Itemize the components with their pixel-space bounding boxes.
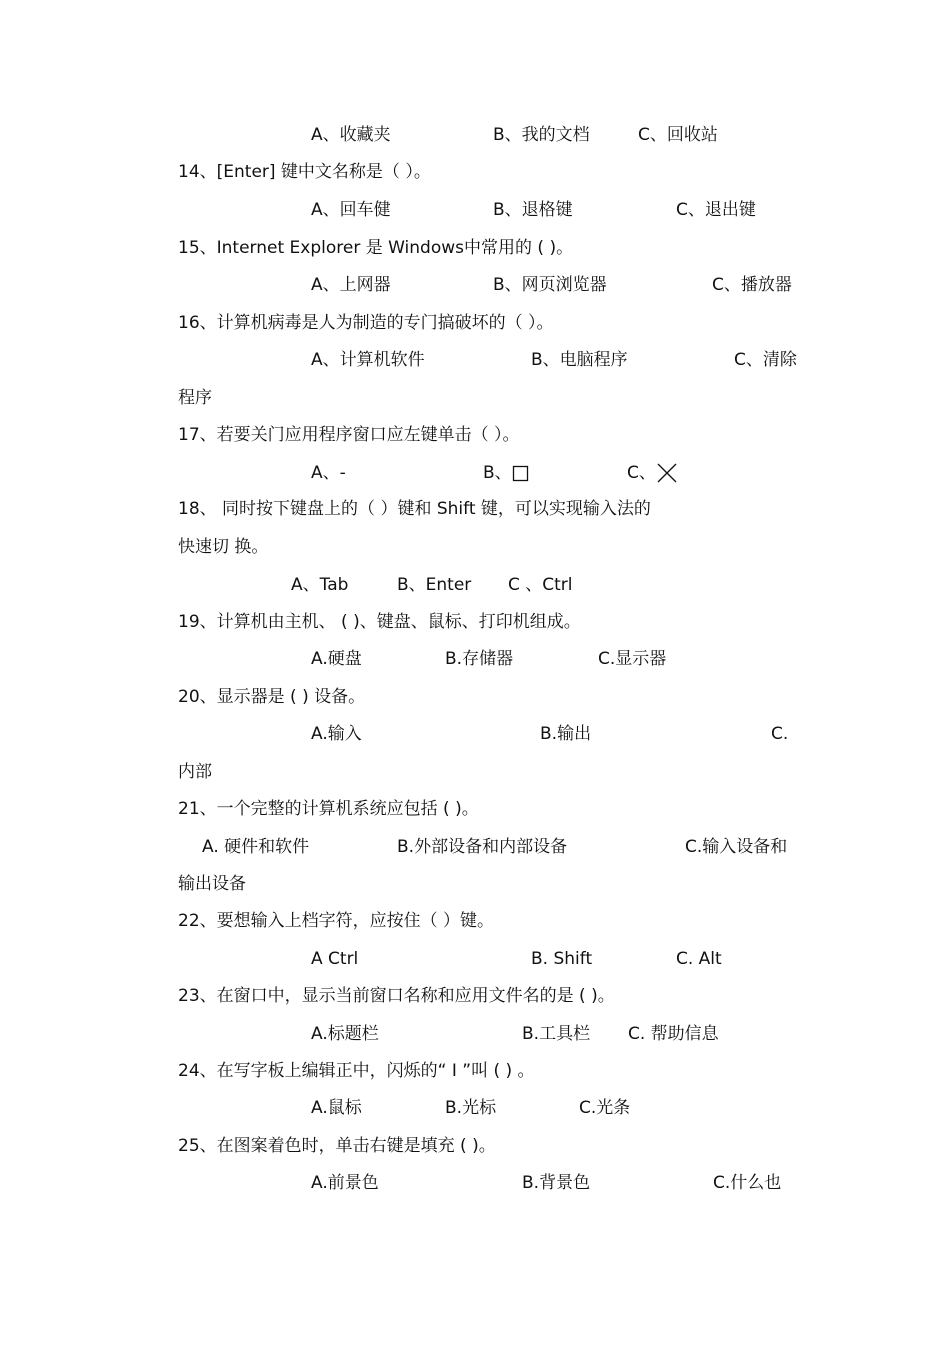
q13-option-c: C、回收站 <box>638 125 718 145</box>
q16-option-b: B、电脑程序 <box>531 350 628 370</box>
q15-option-c: C、播放器 <box>712 275 792 295</box>
q14-option-a: A、回车健 <box>311 200 391 220</box>
x-cross-icon <box>656 462 678 484</box>
q14-option-c: C、退出键 <box>676 200 756 220</box>
q17-option-c <box>627 462 678 484</box>
q13-option-b: B、我的文档 <box>493 125 590 145</box>
q18-stem: 18、 同时按下键盘上的（ ）键和 Shift 键，可以实现输入法的 <box>178 499 651 519</box>
q23-option-a: A.标题栏 <box>311 1024 379 1044</box>
q25-option-a: A.前景色 <box>311 1173 379 1193</box>
q25-option-c: C.什么也 <box>713 1173 782 1193</box>
q18-option-b: B、Enter <box>397 575 472 595</box>
q19-option-c: C.显示器 <box>598 649 667 669</box>
q19-stem: 19、计算机由主机、 ( )、键盘、鼠标、打印机组成。 <box>178 612 581 632</box>
q18-option-a: A、Tab <box>291 575 349 595</box>
q21-option-b: B.外部设备和内部设备 <box>397 837 568 857</box>
q13-option-a: A、收藏夹 <box>311 125 391 145</box>
q19-option-b: B.存储器 <box>445 649 514 669</box>
q21-option-a: A. 硬件和软件 <box>202 837 310 857</box>
q16-stem: 16、计算机病毒是人为制造的专门搞破坏的（ ）。 <box>178 313 554 333</box>
q20-option-c: C. <box>771 724 789 744</box>
q16-option-c: C、清除 <box>734 350 797 370</box>
q17-option-b <box>483 462 529 484</box>
q15-option-a: A、上网器 <box>311 275 391 295</box>
q17-option-a: A、- <box>311 463 346 483</box>
q17-option-b-label: B、 <box>483 463 512 483</box>
q17-option-c-label: C、 <box>627 463 656 483</box>
q24-option-a: A.鼠标 <box>311 1098 362 1118</box>
q24-stem: 24、在写字板上编辑正中，闪烁的“ I ”叫 ( ) 。 <box>178 1061 535 1081</box>
q19-option-a: A.硬盘 <box>311 649 362 669</box>
q14-stem: 14、[Enter] 键中文名称是（ ）。 <box>178 162 431 182</box>
q20-option-a: A.输入 <box>311 724 362 744</box>
q15-option-b: B、网页浏览器 <box>493 275 607 295</box>
q23-option-b: B.工具栏 <box>522 1024 591 1044</box>
q15-stem: 15、Internet Explorer 是 Windows中常用的 ( )。 <box>178 238 574 258</box>
q16-option-c-continued: 程序 <box>178 388 212 408</box>
square-icon <box>512 465 529 482</box>
q20-stem: 20、显示器是 ( ) 设备。 <box>178 687 366 707</box>
q22-option-a: A Ctrl <box>311 949 359 969</box>
q16-option-a: A、计算机软件 <box>311 350 425 370</box>
q20-option-c-continued: 内部 <box>178 762 212 782</box>
q23-stem: 23、在窗口中，显示当前窗口名称和应用文件名的是 ( )。 <box>178 986 615 1006</box>
q21-option-c: C.输入设备和 <box>685 837 788 857</box>
q24-option-c: C.光条 <box>579 1098 631 1118</box>
q22-stem: 22、要想输入上档字符，应按住（ ）键。 <box>178 911 495 931</box>
q20-option-b: B.输出 <box>540 724 592 744</box>
q25-stem: 25、在图案着色时，单击右键是填充 ( )。 <box>178 1136 496 1156</box>
q22-option-b: B. Shift <box>531 949 593 969</box>
q14-option-b: B、退格键 <box>493 200 573 220</box>
q18-stem-continued: 快速切 换。 <box>178 537 269 557</box>
q18-option-c: C 、Ctrl <box>508 575 573 595</box>
q24-option-b: B.光标 <box>445 1098 497 1118</box>
q17-stem: 17、若要关门应用程序窗口应左键单击（ ）。 <box>178 425 520 445</box>
q23-option-c: C. 帮助信息 <box>628 1024 719 1044</box>
q21-stem: 21、一个完整的计算机系统应包括 ( )。 <box>178 799 479 819</box>
q22-option-c: C. Alt <box>676 949 722 969</box>
q25-option-b: B.背景色 <box>522 1173 591 1193</box>
q21-option-c-continued: 输出设备 <box>178 874 246 894</box>
